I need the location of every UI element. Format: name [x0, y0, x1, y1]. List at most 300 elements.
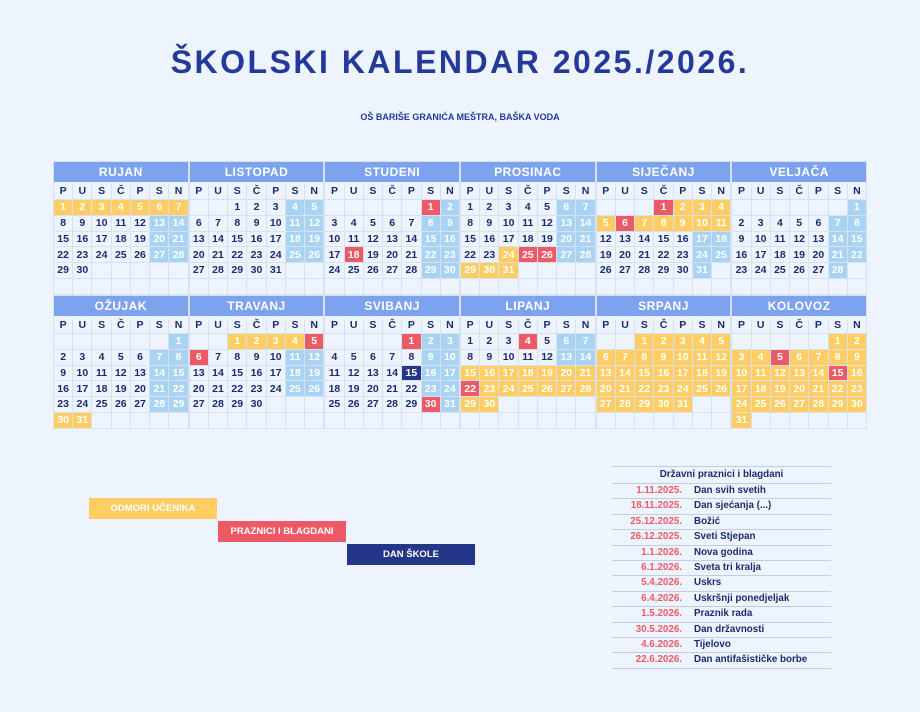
day-cell: 6: [557, 334, 575, 349]
month-siječanj: [597, 162, 731, 294]
day-cell: 3: [441, 334, 459, 349]
day-cell: 8: [422, 216, 440, 231]
day-cell: 24: [693, 247, 711, 262]
weekday-header: P: [325, 184, 343, 199]
day-cell: 7: [383, 350, 401, 365]
day-cell: 8: [635, 350, 653, 365]
day-cell: 17: [267, 366, 285, 381]
weekday-header: Č: [519, 318, 537, 333]
month-name: PROSINAC: [461, 162, 595, 182]
day-cell: 17: [73, 381, 91, 396]
day-cell: 7: [635, 216, 653, 231]
weekday-header: N: [712, 318, 730, 333]
day-cell: 27: [790, 397, 808, 412]
day-cell: 29: [228, 263, 246, 278]
month-srpanj: [597, 296, 731, 428]
empty-cell: [150, 263, 168, 278]
empty-cell: [576, 397, 594, 412]
day-cell: 4: [112, 200, 130, 215]
day-cell: 5: [771, 350, 789, 365]
day-cell: 28: [209, 263, 227, 278]
holiday-date: 18.11.2025.: [630, 500, 682, 512]
day-cell: 24: [499, 247, 517, 262]
day-cell: 27: [557, 381, 575, 396]
day-cell: 26: [364, 263, 382, 278]
day-cell: 4: [286, 334, 304, 349]
day-cell: 18: [771, 247, 789, 262]
empty-cell: [150, 413, 168, 428]
empty-cell: [247, 413, 265, 428]
day-cell: 3: [73, 350, 91, 365]
weekday-header: Č: [790, 318, 808, 333]
day-cell: 12: [131, 216, 149, 231]
day-cell: 25: [92, 397, 110, 412]
holiday-date: 22.6.2026.: [635, 654, 682, 666]
empty-cell: [422, 413, 440, 428]
weekday-header: N: [848, 184, 866, 199]
day-cell: 16: [480, 232, 498, 247]
weekday-header: Č: [654, 184, 672, 199]
empty-cell: [402, 200, 420, 215]
legend-public-holidays: PRAZNICI I BLAGDANI: [218, 521, 346, 542]
empty-cell: [771, 200, 789, 215]
day-cell: 19: [112, 381, 130, 396]
day-cell: 27: [557, 247, 575, 262]
day-cell: 18: [325, 381, 343, 396]
day-cell: 19: [538, 232, 556, 247]
day-cell: 17: [752, 247, 770, 262]
weekday-header: P: [809, 184, 827, 199]
day-cell: 10: [499, 350, 517, 365]
empty-cell: [674, 413, 692, 428]
day-cell: 23: [54, 397, 72, 412]
weekday-header: N: [441, 184, 459, 199]
empty-cell: [848, 263, 866, 278]
day-cell: 26: [112, 397, 130, 412]
day-cell: 11: [345, 232, 363, 247]
day-cell: 21: [383, 381, 401, 396]
weekday-header: S: [422, 184, 440, 199]
day-cell: 25: [752, 397, 770, 412]
day-cell: 9: [480, 216, 498, 231]
weekday-header: N: [576, 318, 594, 333]
holiday-name: Sveta tri kralja: [694, 561, 761, 573]
empty-cell: [402, 279, 420, 294]
holiday-date: 6.4.2026.: [641, 592, 682, 604]
empty-cell: [519, 263, 537, 278]
calendar-grid: [53, 161, 867, 429]
empty-cell: [616, 413, 634, 428]
empty-cell: [597, 334, 615, 349]
weekday-header: S: [771, 184, 789, 199]
weekday-header: P: [732, 184, 750, 199]
day-cell: 23: [73, 247, 91, 262]
empty-cell: [92, 413, 110, 428]
weekday-header: S: [635, 184, 653, 199]
day-cell: 20: [190, 247, 208, 262]
day-cell: 1: [848, 200, 866, 215]
day-cell: 22: [461, 381, 479, 396]
day-cell: 12: [364, 232, 382, 247]
weekday-header: P: [131, 184, 149, 199]
day-cell: 10: [441, 350, 459, 365]
day-cell: 19: [597, 247, 615, 262]
day-cell: 14: [616, 366, 634, 381]
day-cell: 29: [228, 397, 246, 412]
empty-cell: [267, 413, 285, 428]
day-cell: 2: [480, 200, 498, 215]
weekday-header: S: [92, 318, 110, 333]
empty-cell: [499, 413, 517, 428]
weekday-header: P: [732, 318, 750, 333]
day-cell: 27: [364, 397, 382, 412]
holiday-table-title: Državni praznici i blagdani: [612, 466, 831, 484]
weekday-header: N: [441, 318, 459, 333]
day-cell: 13: [597, 366, 615, 381]
day-cell: 22: [54, 247, 72, 262]
empty-cell: [557, 397, 575, 412]
empty-cell: [732, 279, 750, 294]
day-cell: 15: [635, 366, 653, 381]
empty-cell: [209, 413, 227, 428]
empty-cell: [364, 334, 382, 349]
weekday-header: P: [597, 184, 615, 199]
day-cell: 25: [286, 247, 304, 262]
weekday-header: Č: [247, 184, 265, 199]
weekday-header: Č: [112, 184, 130, 199]
day-cell: 2: [848, 334, 866, 349]
day-cell: 6: [364, 350, 382, 365]
day-cell: 20: [383, 247, 401, 262]
day-cell: 25: [519, 247, 537, 262]
day-cell: 28: [829, 263, 847, 278]
day-cell: 21: [150, 381, 168, 396]
day-cell: 24: [267, 381, 285, 396]
day-cell: 13: [190, 366, 208, 381]
empty-cell: [771, 279, 789, 294]
month-name: SVIBANJ: [325, 296, 459, 316]
weekday-header: U: [345, 318, 363, 333]
holiday-row: [612, 546, 831, 561]
day-cell: 5: [305, 334, 323, 349]
month-name: LIPANJ: [461, 296, 595, 316]
empty-cell: [616, 334, 634, 349]
day-cell: 13: [131, 366, 149, 381]
weekday-header: P: [267, 318, 285, 333]
holiday-name: Dan državnosti: [694, 623, 765, 635]
empty-cell: [752, 200, 770, 215]
day-cell: 11: [752, 366, 770, 381]
weekday-header: Č: [519, 184, 537, 199]
day-cell: 4: [771, 216, 789, 231]
day-cell: 21: [635, 247, 653, 262]
weekday-header: S: [422, 318, 440, 333]
day-cell: 3: [674, 334, 692, 349]
weekday-header: P: [809, 318, 827, 333]
day-cell: 11: [286, 350, 304, 365]
day-cell: 7: [169, 200, 187, 215]
weekday-header: S: [693, 184, 711, 199]
day-cell: 5: [305, 200, 323, 215]
day-cell: 22: [461, 247, 479, 262]
empty-cell: [597, 279, 615, 294]
day-cell: 18: [92, 381, 110, 396]
day-cell: 1: [422, 200, 440, 215]
weekday-header: S: [829, 184, 847, 199]
day-cell: 27: [616, 263, 634, 278]
day-cell: 10: [92, 216, 110, 231]
day-cell: 21: [809, 381, 827, 396]
day-cell: 6: [557, 200, 575, 215]
empty-cell: [190, 334, 208, 349]
day-cell: 11: [286, 216, 304, 231]
empty-cell: [92, 279, 110, 294]
day-cell: 28: [402, 263, 420, 278]
day-cell: 2: [422, 334, 440, 349]
empty-cell: [809, 279, 827, 294]
day-cell: 28: [209, 397, 227, 412]
day-cell: 23: [732, 263, 750, 278]
month-name: LISTOPAD: [190, 162, 324, 182]
day-cell: 15: [402, 366, 420, 381]
month-rujan: [54, 162, 188, 294]
weekday-header: S: [635, 318, 653, 333]
day-cell: 10: [499, 216, 517, 231]
day-cell: 22: [422, 247, 440, 262]
empty-cell: [790, 413, 808, 428]
day-cell: 1: [654, 200, 672, 215]
empty-cell: [480, 279, 498, 294]
day-cell: 22: [829, 381, 847, 396]
day-cell: 20: [790, 381, 808, 396]
day-cell: 12: [305, 350, 323, 365]
day-cell: 16: [732, 247, 750, 262]
empty-cell: [364, 413, 382, 428]
empty-cell: [286, 397, 304, 412]
empty-cell: [538, 397, 556, 412]
empty-cell: [616, 200, 634, 215]
day-cell: 23: [422, 381, 440, 396]
day-cell: 12: [112, 366, 130, 381]
day-cell: 30: [422, 397, 440, 412]
empty-cell: [499, 397, 517, 412]
weekday-header: P: [402, 318, 420, 333]
day-cell: 5: [538, 200, 556, 215]
school-name: OŠ BARIŠE GRANIĆA MEŠTRA, BAŠKA VODA: [360, 112, 560, 122]
empty-cell: [752, 279, 770, 294]
empty-cell: [209, 279, 227, 294]
page-title: ŠKOLSKI KALENDAR 2025./2026.: [170, 44, 750, 80]
empty-cell: [228, 413, 246, 428]
weekday-header: N: [169, 318, 187, 333]
day-cell: 12: [305, 216, 323, 231]
day-cell: 14: [209, 232, 227, 247]
weekday-header: S: [286, 318, 304, 333]
day-cell: 9: [73, 216, 91, 231]
empty-cell: [325, 279, 343, 294]
day-cell: 23: [247, 381, 265, 396]
day-cell: 26: [305, 247, 323, 262]
empty-cell: [73, 279, 91, 294]
day-cell: 1: [461, 200, 479, 215]
day-cell: 24: [325, 263, 343, 278]
day-cell: 19: [771, 381, 789, 396]
day-cell: 19: [345, 381, 363, 396]
day-cell: 1: [402, 334, 420, 349]
day-cell: 26: [538, 381, 556, 396]
day-cell: 21: [576, 232, 594, 247]
day-cell: 3: [92, 200, 110, 215]
day-cell: 9: [247, 350, 265, 365]
day-cell: 4: [712, 200, 730, 215]
empty-cell: [461, 413, 479, 428]
day-cell: 28: [150, 397, 168, 412]
day-cell: 17: [693, 232, 711, 247]
weekday-header: S: [364, 318, 382, 333]
empty-cell: [345, 200, 363, 215]
day-cell: 14: [576, 350, 594, 365]
empty-cell: [190, 413, 208, 428]
day-cell: 2: [54, 350, 72, 365]
empty-cell: [557, 413, 575, 428]
day-cell: 25: [286, 381, 304, 396]
day-cell: 14: [402, 232, 420, 247]
day-cell: 26: [597, 263, 615, 278]
empty-cell: [305, 263, 323, 278]
day-cell: 24: [674, 381, 692, 396]
empty-cell: [422, 279, 440, 294]
day-cell: 21: [209, 381, 227, 396]
day-cell: 11: [519, 350, 537, 365]
day-cell: 5: [112, 350, 130, 365]
day-cell: 26: [712, 381, 730, 396]
empty-cell: [732, 200, 750, 215]
weekday-header: S: [693, 318, 711, 333]
weekday-header: Č: [654, 318, 672, 333]
day-cell: 30: [247, 263, 265, 278]
day-cell: 10: [267, 350, 285, 365]
empty-cell: [771, 413, 789, 428]
holiday-name: Dan antifašističke borbe: [694, 654, 808, 666]
empty-cell: [538, 263, 556, 278]
empty-cell: [383, 334, 401, 349]
day-cell: 29: [402, 397, 420, 412]
day-cell: 28: [169, 247, 187, 262]
day-cell: 10: [267, 216, 285, 231]
day-cell: 27: [809, 263, 827, 278]
weekday-header: U: [752, 318, 770, 333]
day-cell: 15: [422, 232, 440, 247]
day-cell: 31: [267, 263, 285, 278]
empty-cell: [383, 200, 401, 215]
day-cell: 18: [286, 232, 304, 247]
empty-cell: [150, 279, 168, 294]
empty-cell: [286, 279, 304, 294]
day-cell: 18: [519, 232, 537, 247]
day-cell: 9: [54, 366, 72, 381]
day-cell: 27: [190, 263, 208, 278]
day-cell: 16: [73, 232, 91, 247]
empty-cell: [305, 413, 323, 428]
empty-cell: [654, 413, 672, 428]
month-name: RUJAN: [54, 162, 188, 182]
weekday-header: P: [674, 318, 692, 333]
day-cell: 21: [576, 366, 594, 381]
day-cell: 2: [247, 334, 265, 349]
day-cell: 20: [616, 247, 634, 262]
day-cell: 13: [383, 232, 401, 247]
day-cell: 14: [576, 216, 594, 231]
empty-cell: [461, 279, 479, 294]
empty-cell: [190, 279, 208, 294]
day-cell: 16: [674, 232, 692, 247]
day-cell: 27: [597, 397, 615, 412]
empty-cell: [325, 413, 343, 428]
day-cell: 29: [54, 263, 72, 278]
day-cell: 24: [752, 263, 770, 278]
day-cell: 18: [286, 366, 304, 381]
day-cell: 30: [674, 263, 692, 278]
day-cell: 18: [752, 381, 770, 396]
day-cell: 10: [325, 232, 343, 247]
day-cell: 16: [247, 366, 265, 381]
day-cell: 31: [441, 397, 459, 412]
day-cell: 16: [422, 366, 440, 381]
day-cell: 25: [325, 397, 343, 412]
day-cell: 22: [402, 381, 420, 396]
day-cell: 25: [519, 381, 537, 396]
day-cell: 28: [616, 397, 634, 412]
empty-cell: [131, 334, 149, 349]
day-cell: 10: [693, 216, 711, 231]
empty-cell: [345, 279, 363, 294]
day-cell: 22: [169, 381, 187, 396]
empty-cell: [480, 413, 498, 428]
day-cell: 3: [325, 216, 343, 231]
legend-student-holidays: ODMORI UČENIKA: [89, 498, 217, 519]
month-svibanj: [325, 296, 459, 428]
empty-cell: [131, 279, 149, 294]
day-cell: 4: [752, 350, 770, 365]
empty-cell: [499, 279, 517, 294]
month-prosinac: [461, 162, 595, 294]
weekday-header: S: [364, 184, 382, 199]
day-cell: 29: [635, 397, 653, 412]
weekday-header: Č: [383, 184, 401, 199]
month-kolovoz: [732, 296, 866, 428]
empty-cell: [441, 279, 459, 294]
empty-cell: [712, 413, 730, 428]
day-cell: 24: [441, 381, 459, 396]
day-cell: 23: [674, 247, 692, 262]
day-cell: 11: [519, 216, 537, 231]
holiday-date: 4.6.2026.: [641, 638, 682, 650]
day-cell: 13: [557, 350, 575, 365]
day-cell: 1: [228, 200, 246, 215]
day-cell: 30: [480, 263, 498, 278]
holiday-name: Sveti Stjepan: [694, 531, 756, 543]
holiday-row: [612, 530, 831, 545]
day-cell: 21: [169, 232, 187, 247]
empty-cell: [73, 334, 91, 349]
holiday-row: [612, 623, 831, 638]
day-cell: 15: [848, 232, 866, 247]
empty-cell: [616, 279, 634, 294]
empty-cell: [557, 263, 575, 278]
day-cell: 6: [383, 216, 401, 231]
day-cell: 14: [169, 216, 187, 231]
empty-cell: [712, 263, 730, 278]
